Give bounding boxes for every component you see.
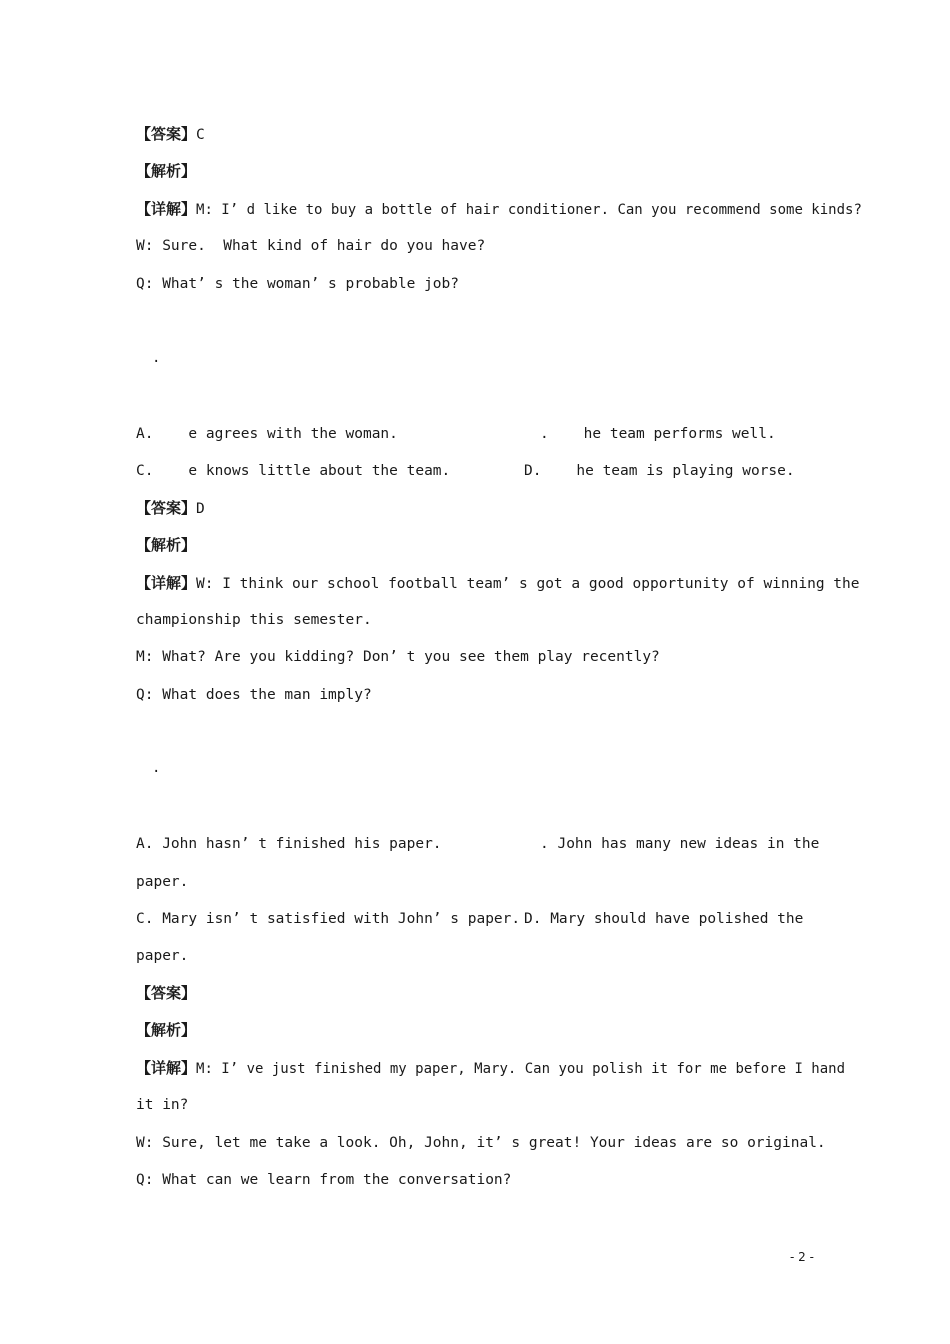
- q3-option-d-cont: paper.: [136, 948, 189, 964]
- q2-option-c: C. e knows little about the team.: [136, 463, 451, 479]
- q2-option-b: . he team performs well.: [540, 426, 776, 442]
- q2-number: .: [152, 350, 161, 366]
- q1-line-w: W: Sure. What kind of hair do you have?: [136, 238, 486, 254]
- q3-detail-line: [136, 1058, 845, 1079]
- q3-detail-cont: it in?: [136, 1097, 189, 1113]
- q3-option-a: A. John hasn’ t finished his paper.: [136, 836, 442, 852]
- detail-text: M: I’ ve just finished my paper, Mary. Can you polish it for me before I hand: [196, 1061, 846, 1077]
- q3-answer-line: [136, 983, 196, 1004]
- detail-label: 【详解】: [136, 1059, 197, 1077]
- q2-line-m: M: What? Are you kidding? Don’ t you see them play recently?: [136, 649, 660, 665]
- answer-value: C: [196, 127, 205, 143]
- q3-option-c: C. Mary isn’ t satisfied with John’ s paper.: [136, 911, 521, 927]
- q2-answer-line: [136, 498, 205, 519]
- answer-value: D: [196, 501, 205, 517]
- q3-line-q: Q: What can we learn from the conversation?: [136, 1172, 512, 1188]
- q2-detail-line: [136, 573, 859, 594]
- q3-option-b: . John has many new ideas in the: [540, 836, 820, 852]
- detail-text: W: I think our school football team’ s got a good opportunity of winning the: [196, 576, 860, 592]
- q2-option-d: D. he team is playing worse.: [524, 463, 795, 479]
- answer-label: 【答案】: [136, 499, 197, 517]
- q3-number: .: [152, 760, 161, 776]
- q3-analysis-label: 【解析】: [136, 1021, 197, 1039]
- q2-option-a: A. e agrees with the woman.: [136, 426, 398, 442]
- q3-option-b-cont: paper.: [136, 874, 189, 890]
- answer-label: 【答案】: [136, 984, 197, 1002]
- q2-detail-cont: championship this semester.: [136, 612, 372, 628]
- q1-analysis-label: 【解析】: [136, 162, 197, 180]
- answer-label: 【答案】: [136, 125, 197, 143]
- q1-detail-line: [136, 199, 862, 220]
- q2-analysis-label: 【解析】: [136, 536, 197, 554]
- detail-text: M: I’ d like to buy a bottle of hair conditioner. Can you recommend some kinds?: [196, 202, 862, 218]
- q3-line-w: W: Sure, let me take a look. Oh, John, it’ s great! Your ideas are so original.: [136, 1135, 826, 1151]
- q1-line-q: Q: What’ s the woman’ s probable job?: [136, 276, 460, 292]
- detail-label: 【详解】: [136, 200, 197, 218]
- q1-answer-line: [136, 124, 205, 145]
- q3-option-d: D. Mary should have polished the: [524, 911, 804, 927]
- detail-label: 【详解】: [136, 574, 197, 592]
- page-number: - 2 -: [790, 1250, 814, 1264]
- q2-line-q: Q: What does the man imply?: [136, 687, 372, 703]
